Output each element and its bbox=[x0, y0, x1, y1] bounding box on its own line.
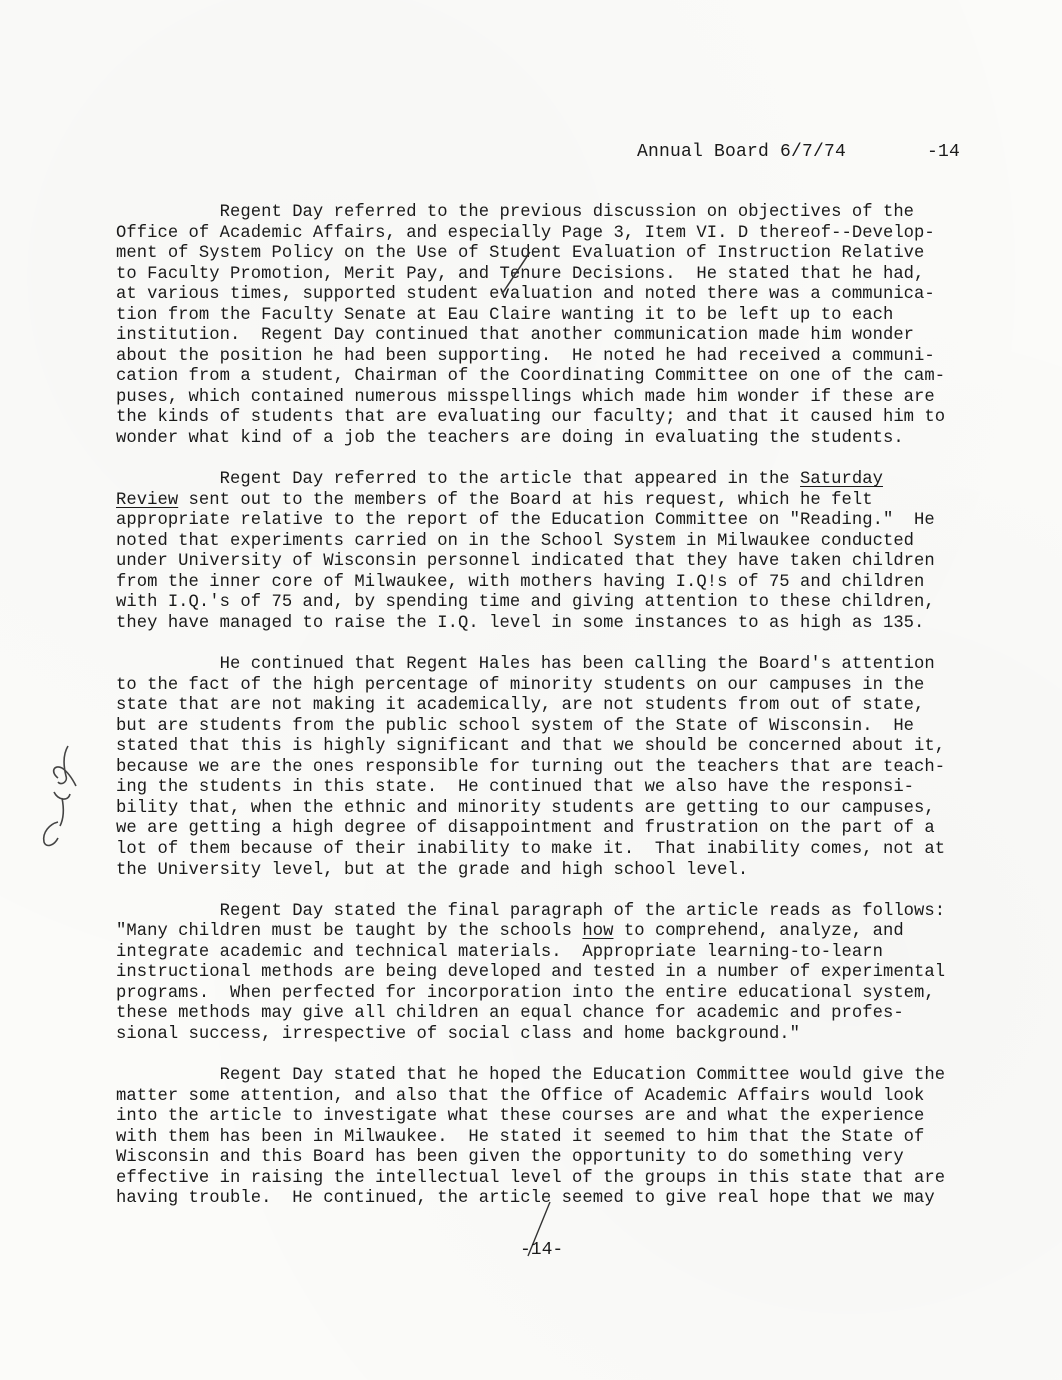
text-line: wonder what kind of a job the teachers are doing in evaluating the students. bbox=[116, 429, 904, 449]
document-body bbox=[116, 203, 956, 1230]
paragraph bbox=[116, 902, 956, 1046]
text-line: bility that, when the ethnic and minority students are getting to our campuses, bbox=[116, 798, 935, 818]
text-line: Regent Day stated that he hoped the Education Committee would give the bbox=[116, 1065, 946, 1085]
pen-tick-mark bbox=[496, 248, 536, 298]
text-line: at various times, supported student evaluation and noted there was a communica- bbox=[116, 285, 935, 305]
text-line: from the inner core of Milwaukee, with mothers having I.Q!s of 75 and children bbox=[116, 572, 925, 592]
text-line: Regent Day referred to the article that appeared in the Saturday bbox=[116, 470, 883, 490]
text-line: appropriate relative to the report of the Education Committee on "Reading." He bbox=[116, 511, 935, 531]
text-line: about the position he had been supporting. He noted he had received a communi- bbox=[116, 346, 935, 366]
text-line: Regent Day stated the final paragraph of the article reads as follows: bbox=[116, 901, 946, 921]
handwritten-initials-mark bbox=[28, 742, 88, 852]
header-title: Annual Board 6/7/74 bbox=[637, 142, 847, 162]
text-line: He continued that Regent Hales has been calling the Board's attention bbox=[116, 655, 935, 675]
text-line: effective in raising the intellectual level of the groups in this state that are bbox=[116, 1168, 946, 1188]
text-line: the University level, but at the grade and high school level. bbox=[116, 860, 749, 880]
header-page-number: -14 bbox=[927, 142, 961, 162]
text-line: the kinds of students that are evaluating our faculty; and that it caused him to bbox=[116, 408, 946, 428]
text-line: we are getting a high degree of disappointment and frustration on the part of a bbox=[116, 819, 935, 839]
text-line: matter some attention, and also that the Office of Academic Affairs would look bbox=[116, 1086, 925, 1106]
text-line: "Many children must be taught by the schools how to comprehend, analyze, and bbox=[116, 922, 904, 942]
text-line: tion from the Faculty Senate at Eau Claire wanting it to be left up to each bbox=[116, 305, 894, 325]
text-line: to the fact of the high percentage of minority students on our campuses in the bbox=[116, 675, 925, 695]
text-line: Regent Day referred to the previous discussion on objectives of the bbox=[116, 203, 915, 222]
text-line: lot of them because of their inability to make it. That inability comes, not at bbox=[116, 839, 946, 859]
text-line: they have managed to raise the I.Q. level in some instances to as high as 135. bbox=[116, 613, 925, 633]
text-line: instructional methods are being developed and tested in a number of experimental bbox=[116, 963, 946, 983]
text-line: state that are not making it academically, are not students from out of state, bbox=[116, 696, 925, 716]
text-line: integrate academic and technical materials. Appropriate learning-to-learn bbox=[116, 942, 883, 962]
text-line: because we are the ones responsible for turning out the teachers that are teach- bbox=[116, 757, 946, 777]
text-line: stated that this is highly significant and that we should be concerned about it, bbox=[116, 737, 946, 757]
text-line: ing the students in this state. He continued that we also have the responsi- bbox=[116, 778, 915, 798]
text-line: having trouble. He continued, the article seemed to give real hope that we may bbox=[116, 1189, 935, 1209]
text-line: these methods may give all children an equal chance for academic and profes- bbox=[116, 1004, 904, 1024]
text-line: Office of Academic Affairs, and especially Page 3, Item VI. D thereof--Develop- bbox=[116, 223, 935, 243]
text-line: into the article to investigate what these courses are and what the experience bbox=[116, 1107, 925, 1127]
text-line: institution. Regent Day continued that another communication made him wonder bbox=[116, 326, 915, 346]
page-header bbox=[637, 142, 961, 162]
text-line: programs. When perfected for incorporation into the entire educational system, bbox=[116, 983, 935, 1003]
text-line: puses, which contained numerous misspellings which made him wonder if these are bbox=[116, 387, 935, 407]
text-line: sional success, irrespective of social class and home background." bbox=[116, 1024, 801, 1044]
text-line: Review sent out to the members of the Board at his request, which he felt bbox=[116, 490, 873, 510]
page-footer-number: -14- bbox=[520, 1240, 564, 1260]
text-line: but are students from the public school system of the State of Wisconsin. He bbox=[116, 716, 915, 736]
text-line: to Faculty Promotion, Merit Pay, and Tenure Decisions. He stated that he had, bbox=[116, 264, 925, 284]
text-line: with them has been in Milwaukee. He stated it seemed to him that the State of bbox=[116, 1127, 925, 1147]
paragraph bbox=[116, 655, 956, 881]
paragraph bbox=[116, 1066, 956, 1210]
text-line: Wisconsin and this Board has been given the opportunity to do something very bbox=[116, 1148, 904, 1168]
text-line: with I.Q.'s of 75 and, by spending time and giving attention to these children, bbox=[116, 593, 935, 613]
text-line: under University of Wisconsin personnel indicated that they have taken children bbox=[116, 552, 935, 572]
text-line: ment of System Policy on the Use of Student Evaluation of Instruction Relative bbox=[116, 244, 925, 264]
text-line: cation from a student, Chairman of the Coordinating Committee on one of the cam- bbox=[116, 367, 946, 387]
paragraph bbox=[116, 203, 956, 450]
paragraph bbox=[116, 470, 956, 634]
text-line: noted that experiments carried on in the School System in Milwaukee conducted bbox=[116, 531, 915, 551]
